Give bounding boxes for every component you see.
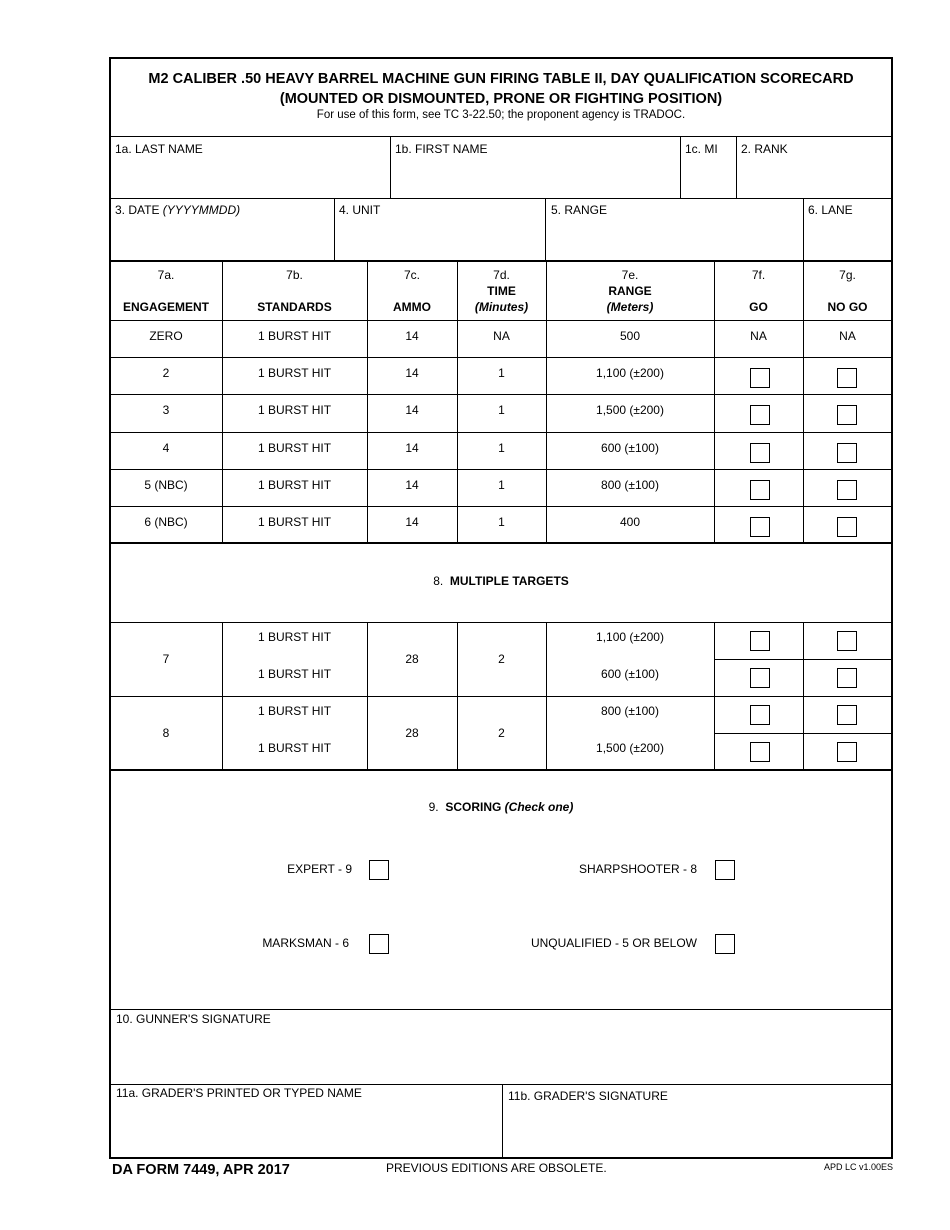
rank-field[interactable] [737,158,891,197]
table-cell-standards: 1 BURST HIT [257,515,332,529]
table-cell-ammo: 14 [405,329,419,343]
go-checkbox[interactable] [750,705,770,725]
range-field[interactable] [546,219,802,259]
divider [714,659,892,660]
grader-signature-label: 11b. GRADER'S SIGNATURE [508,1089,668,1103]
table-cell-go: NA [750,329,767,343]
column-number: 7c. [403,268,420,282]
divider [110,696,892,697]
first-name-field[interactable] [391,158,679,197]
table-cell-range: 1,500 (±200) [596,403,664,417]
editions-note: PREVIOUS EDITIONS ARE OBSOLETE. [386,1161,607,1175]
divider [110,506,892,507]
mi-field[interactable] [681,158,735,197]
date-field[interactable] [111,219,333,259]
column-header-go: GO [749,300,768,314]
table-cell-standards: 1 BURST HIT [257,329,332,343]
multi-standards: 1 BURST HIT [257,667,332,681]
multi-engagement: 8 [162,726,170,740]
divider [110,198,892,199]
unit-field[interactable] [335,219,544,259]
table-cell-ammo: 14 [405,515,419,529]
table-cell-standards: 1 BURST HIT [257,441,332,455]
table-cell-range: 600 (±100) [601,441,659,455]
column-number: 7f. [751,268,766,282]
column-number: 7g. [839,268,856,282]
go-checkbox[interactable] [750,517,770,537]
table-cell-time: 1 [498,478,505,492]
multi-ammo: 28 [405,726,419,740]
marksman-label: MARKSMAN - 6 [262,936,349,950]
last-name-label: 1a. LAST NAME [115,142,203,156]
nogo-checkbox[interactable] [837,631,857,651]
multi-standards: 1 BURST HIT [257,704,332,718]
go-checkbox[interactable] [750,742,770,762]
column-number: 7d. [493,268,510,282]
divider [110,469,892,470]
multi-time: 2 [498,652,505,666]
go-checkbox[interactable] [750,368,770,388]
column-number: 7b. [286,268,303,282]
version-tag: APD LC v1.00ES [823,1162,893,1172]
gunner-signature-label: 10. GUNNER'S SIGNATURE [116,1012,271,1026]
table-cell-ammo: 14 [405,441,419,455]
table-cell-engagement: 6 (NBC) [144,515,188,529]
unqualified-label: UNQUALIFIED - 5 OR BELOW [530,936,697,950]
rank-label: 2. RANK [741,142,788,156]
divider [110,542,892,544]
table-cell-range: 800 (±100) [601,478,659,492]
nogo-checkbox[interactable] [837,368,857,388]
date-label [115,203,240,217]
unit-label: 4. UNIT [339,203,381,217]
divider [110,1084,892,1085]
table-cell-time: 1 [498,403,505,417]
section-9-number: 9. [428,800,439,814]
table-cell-engagement: 3 [162,403,170,417]
lane-field[interactable] [804,219,891,259]
go-checkbox[interactable] [750,443,770,463]
table-cell-standards: 1 BURST HIT [257,366,332,380]
divider [110,622,892,623]
form-number: DA FORM 7449, APR 2017 [112,1162,290,1178]
grader-name-label: 11a. GRADER'S PRINTED OR TYPED NAME [116,1086,362,1100]
table-cell-range: 500 [619,329,641,343]
divider [110,1009,892,1010]
table-cell-time: 1 [498,366,505,380]
table-cell-time: 1 [498,515,505,529]
table-cell-ammo: 14 [405,478,419,492]
multi-range: 1,100 (±200) [596,630,664,644]
divider [110,260,892,262]
section-8-label: MULTIPLE TARGETS [449,574,569,588]
table-cell-engagement: 2 [162,366,170,380]
form-usage-note: For use of this form, see TC 3-22.50; the proponent agency is TRADOC. [316,109,686,121]
section-8-number: 8. [433,574,444,588]
grader-name-field[interactable] [111,1102,501,1156]
sharpshooter-label: SHARPSHOOTER - 8 [578,862,697,876]
nogo-checkbox[interactable] [837,668,857,688]
nogo-checkbox[interactable] [837,443,857,463]
multi-standards: 1 BURST HIT [257,630,332,644]
go-checkbox[interactable] [750,405,770,425]
multi-range: 600 (±100) [601,667,659,681]
table-cell-time: 1 [498,441,505,455]
sharpshooter-checkbox[interactable] [715,860,735,880]
date-label-text: 3. DATE [115,203,163,217]
first-name-label: 1b. FIRST NAME [395,142,488,156]
gunner-signature-field[interactable] [111,1028,891,1083]
table-cell-ammo: 14 [405,403,419,417]
multi-engagement: 7 [162,652,170,666]
table-cell-engagement: 4 [162,441,170,455]
column-header-line1: TIME [487,284,516,298]
table-cell-ammo: 14 [405,366,419,380]
date-format-hint: (YYYYMMDD) [162,203,241,217]
section-9-label: SCORING [445,800,502,814]
table-cell-engagement: 5 (NBC) [144,478,188,492]
form-title: M2 CALIBER .50 HEAVY BARREL MACHINE GUN FIRING TABLE II, DAY QUALIFICATION SCORECARD [148,71,854,87]
nogo-checkbox[interactable] [837,405,857,425]
multi-ammo: 28 [405,652,419,666]
divider [110,357,892,358]
table-cell-time: NA [493,329,510,343]
go-checkbox[interactable] [750,480,770,500]
lane-label: 6. LANE [808,203,853,217]
column-header-range: (Meters) [606,300,654,314]
divider [110,432,892,433]
table-cell-standards: 1 BURST HIT [257,478,332,492]
table-cell-range: 400 [619,515,641,529]
grader-signature-field[interactable] [503,1105,891,1156]
column-header-ammo: AMMO [393,300,431,314]
scoring-heading [110,800,892,814]
multi-time: 2 [498,726,505,740]
nogo-checkbox[interactable] [837,517,857,537]
last-name-field[interactable] [111,158,389,197]
divider [110,769,892,771]
table-cell-range: 1,100 (±200) [596,366,664,380]
column-number: 7a. [157,268,175,282]
nogo-checkbox[interactable] [837,705,857,725]
column-header-nogo: NO GO [827,300,868,314]
divider [110,320,892,321]
nogo-checkbox[interactable] [837,742,857,762]
multi-range: 1,500 (±200) [596,741,664,755]
marksman-checkbox[interactable] [369,934,389,954]
go-checkbox[interactable] [750,668,770,688]
mi-label: 1c. MI [685,142,718,156]
divider [714,733,892,734]
range-label: 5. RANGE [551,203,608,217]
go-checkbox[interactable] [750,631,770,651]
column-header-engagement: ENGAGEMENT [122,300,209,314]
multi-standards: 1 BURST HIT [257,741,332,755]
divider [110,136,892,137]
table-cell-nogo: NA [839,329,856,343]
multi-range: 800 (±100) [601,704,659,718]
nogo-checkbox[interactable] [837,480,857,500]
multiple-targets-heading [110,574,892,588]
unqualified-checkbox[interactable] [715,934,735,954]
column-number: 7e. [621,268,639,282]
scoring-hint: (Check one) [504,800,574,814]
expert-checkbox[interactable] [369,860,389,880]
column-header-line1: RANGE [608,284,652,298]
table-cell-engagement: ZERO [149,329,183,343]
column-header-time: (Minutes) [474,300,529,314]
form-subtitle: (MOUNTED OR DISMOUNTED, PRONE OR FIGHTING POSITION) [279,91,723,107]
table-cell-standards: 1 BURST HIT [257,403,332,417]
column-header-standards: STANDARDS [257,300,332,314]
expert-label: EXPERT - 9 [287,862,352,876]
divider [110,394,892,395]
